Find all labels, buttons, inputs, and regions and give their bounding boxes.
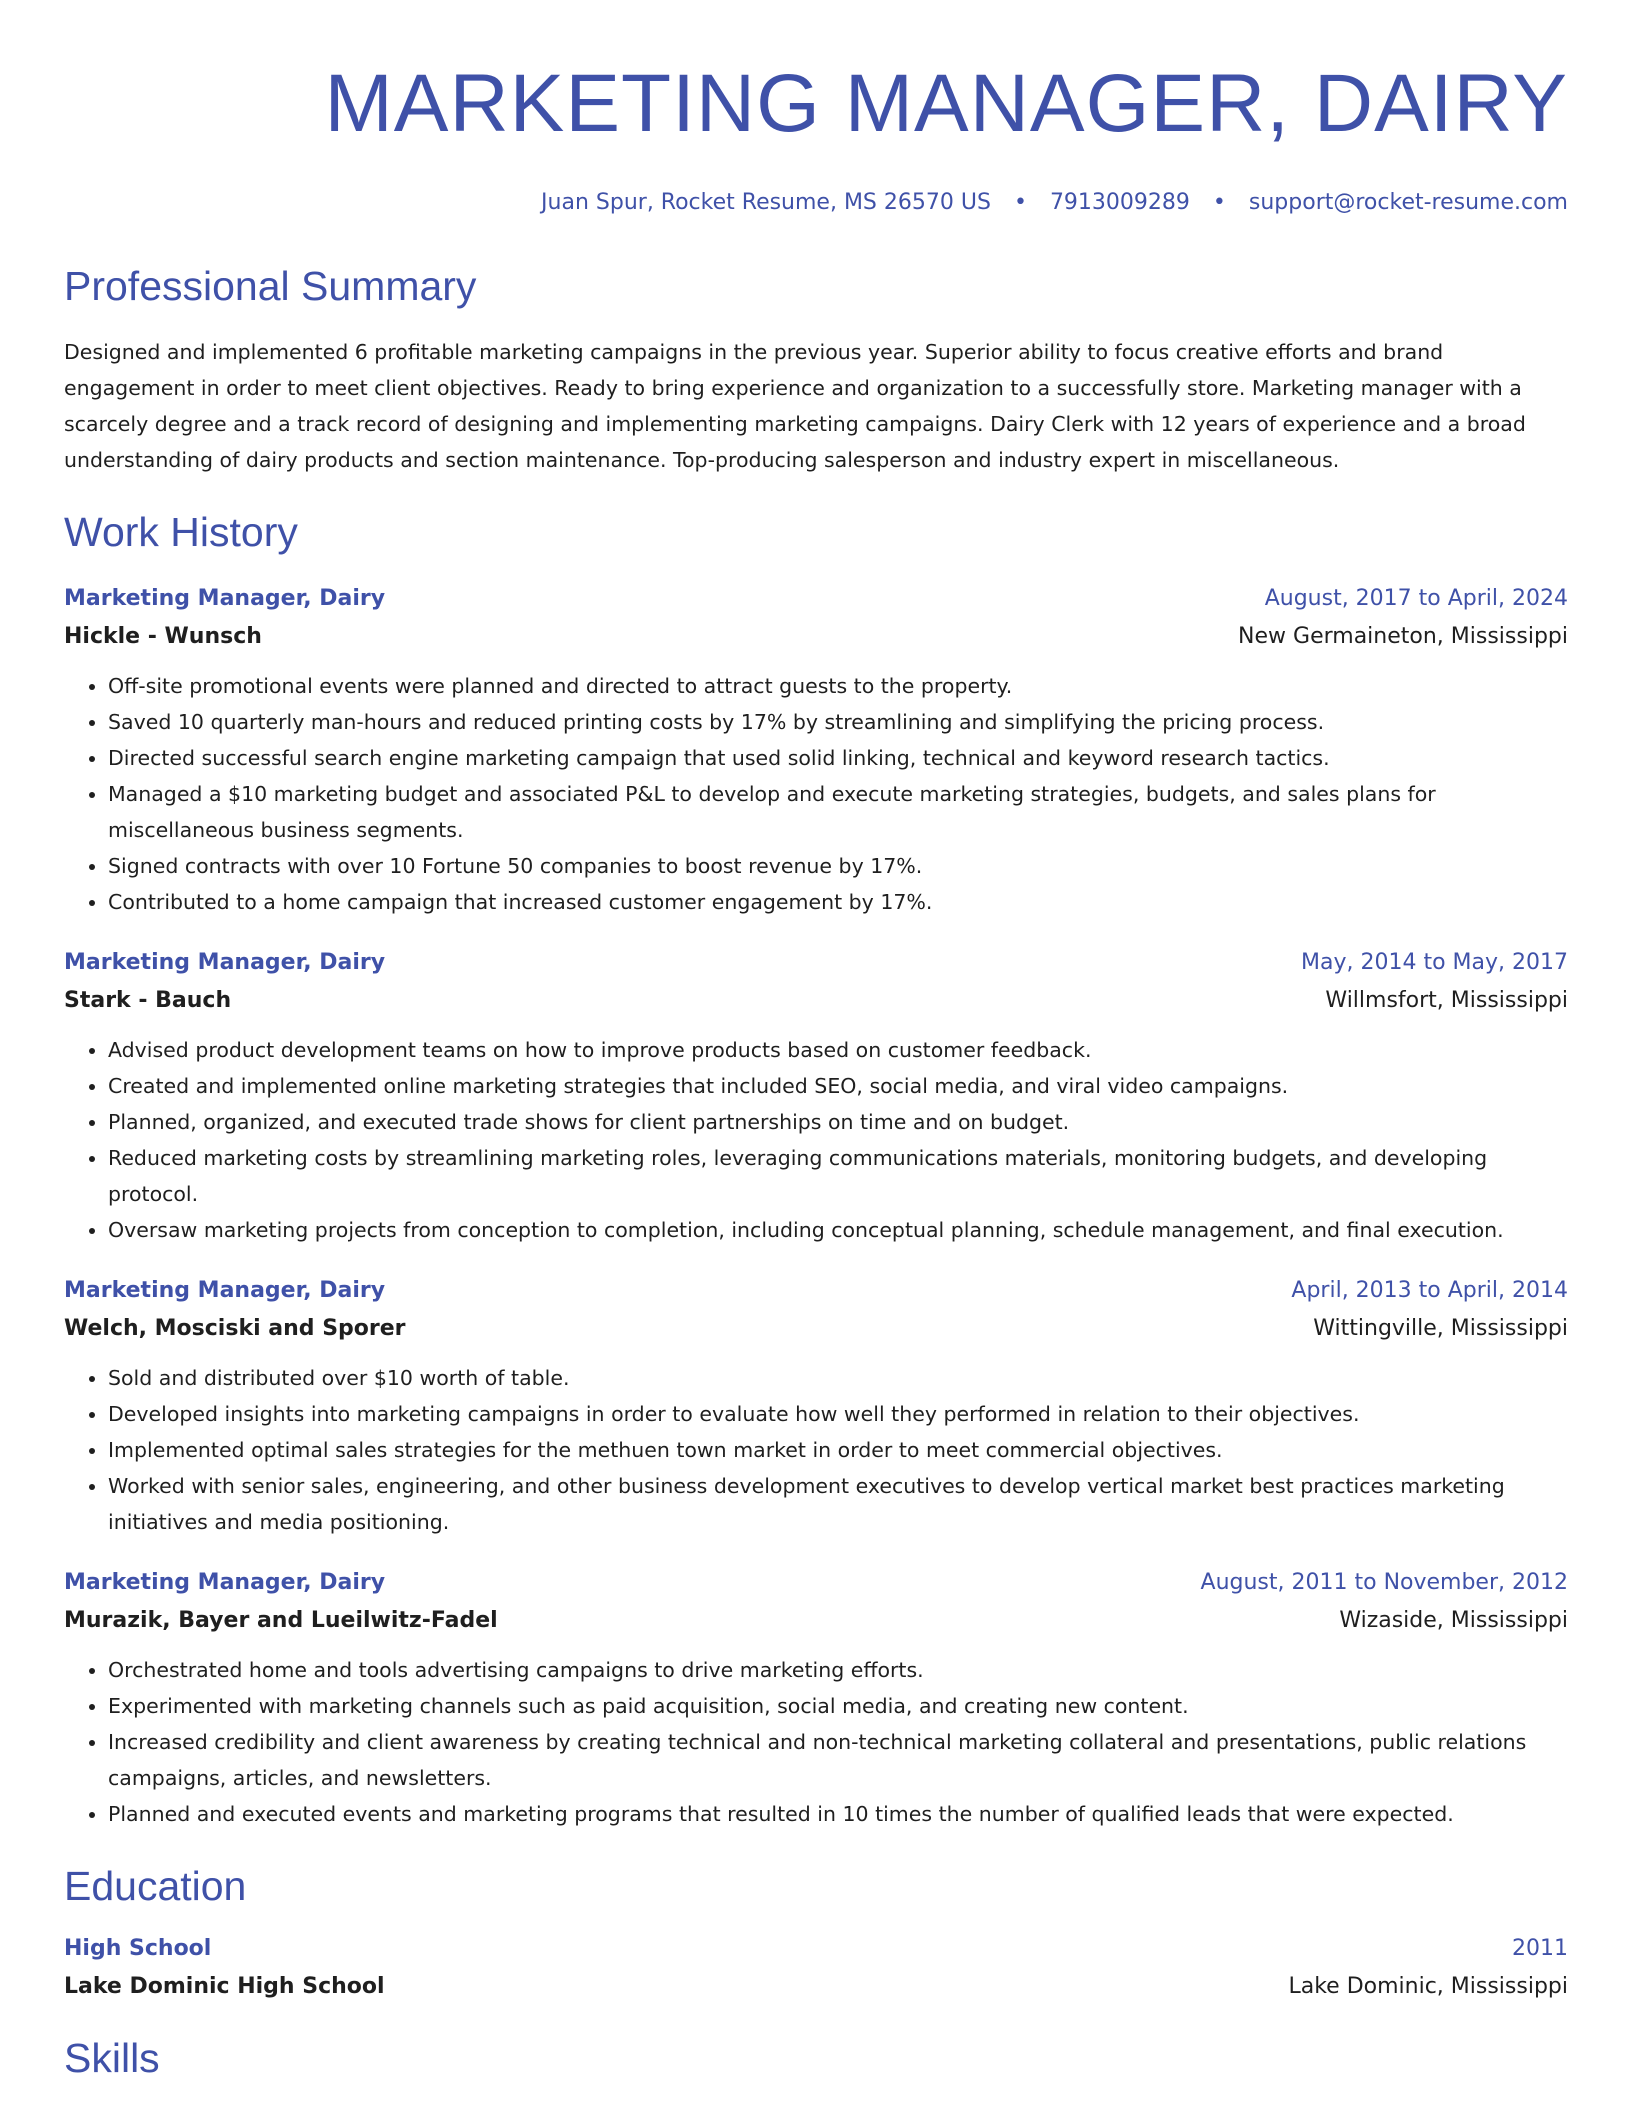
job-dates: August, 2017 to April, 2024 (1264, 586, 1568, 611)
job-bullet-list (64, 668, 1568, 920)
job-row-primary (64, 1272, 1568, 1310)
job-role: Marketing Manager, Dairy (64, 586, 386, 611)
education-year: 2011 (1512, 1936, 1568, 1961)
education-degree: High School (64, 1936, 212, 1961)
job-entry (64, 580, 1568, 920)
job-bullet: • Reduced marketing costs by streamlining marketing roles, leveraging communications materials, monitoring budgets, and developing protocol. (108, 1140, 1568, 1212)
job-company: Stark - Bauch (64, 988, 232, 1013)
job-entry (64, 944, 1568, 1248)
job-row-secondary (64, 1602, 1568, 1640)
job-row-secondary (64, 618, 1568, 656)
job-bullet-list (64, 1652, 1568, 1832)
job-bullet-list (64, 1360, 1568, 1540)
job-bullet: • Experimented with marketing channels such as paid acquisition, social media, and creating new content. (108, 1688, 1568, 1724)
job-bullet: • Contributed to a home campaign that increased customer engagement by 17%. (108, 884, 1568, 920)
job-location: Wittingville, Mississippi (1313, 1316, 1568, 1341)
job-entry (64, 1564, 1568, 1832)
job-dates: April, 2013 to April, 2014 (1291, 1278, 1568, 1303)
section-heading-work-history: Work History (64, 509, 298, 555)
section-heading-skills: Skills (64, 2035, 160, 2081)
job-role: Marketing Manager, Dairy (64, 1570, 386, 1595)
education-school: Lake Dominic High School (64, 1974, 385, 1999)
job-dates: May, 2014 to May, 2017 (1301, 950, 1568, 975)
job-bullet: • Increased credibility and client awareness by creating technical and non-technical marketing collateral and presentations, public relations campaigns, articles, and newsletters. (108, 1724, 1568, 1796)
job-bullet: • Oversaw marketing projects from conception to completion, including conceptual planning, schedule management, and final execution. (108, 1212, 1568, 1248)
job-bullet: • Managed a $10 marketing budget and associated P&L to develop and execute marketing strategies, budgets, and sales plans for miscellaneous business segments. (108, 776, 1568, 848)
job-bullet: • Off-site promotional events were planned and directed to attract guests to the property. (108, 668, 1568, 704)
contact-phone: 7913009289 (1049, 190, 1190, 215)
job-row-primary (64, 580, 1568, 618)
job-bullet: • Saved 10 quarterly man-hours and reduced printing costs by 17% by streamlining and simplifying the pricing process. (108, 704, 1568, 740)
section-heading-summary: Professional Summary (64, 263, 477, 309)
job-bullet: • Orchestrated home and tools advertising campaigns to drive marketing efforts. (108, 1652, 1568, 1688)
education-row-primary (64, 1930, 1568, 1968)
job-company: Welch, Mosciski and Sporer (64, 1316, 406, 1341)
work-history-list (64, 580, 1568, 1832)
job-bullet: • Created and implemented online marketing strategies that included SEO, social media, and viral video campaigns. (108, 1068, 1568, 1104)
resume-header (64, 0, 1568, 218)
job-bullet: • Developed insights into marketing campaigns in order to evaluate how well they performed in relation to their objectives. (108, 1396, 1568, 1432)
job-row-secondary (64, 982, 1568, 1020)
contact-address: Juan Spur, Rocket Resume, MS 26570 US (541, 190, 991, 215)
education-entry (64, 1930, 1568, 2006)
bullet-separator: • (1013, 190, 1027, 215)
job-bullet-list (64, 1032, 1568, 1248)
job-dates: August, 2011 to November, 2012 (1200, 1570, 1568, 1595)
job-row-secondary (64, 1310, 1568, 1348)
job-bullet: • Advised product development teams on how to improve products based on customer feedback. (108, 1032, 1568, 1068)
job-location: Wizaside, Mississippi (1339, 1608, 1568, 1633)
job-role: Marketing Manager, Dairy (64, 950, 386, 975)
education-row-secondary (64, 1968, 1568, 2006)
job-company: Hickle - Wunsch (64, 624, 262, 649)
bullet-separator: • (1212, 190, 1226, 215)
job-company: Murazik, Bayer and Lueilwitz-Fadel (64, 1608, 498, 1633)
job-row-primary (64, 1564, 1568, 1602)
section-heading-education: Education (64, 1863, 247, 1909)
education-location: Lake Dominic, Mississippi (1288, 1974, 1568, 1999)
summary-text: Designed and implemented 6 profitable marketing campaigns in the previous year. Superior ability to focus creative efforts and brand engagement in order to meet client objectives. Ready to bring experience and organization to a successfully store. Marketing manager with a scarcely degree and a track record of designing and implementing marketing campaigns. Dairy Clerk with 12 years of experience and a broad understanding of dairy products and section maintenance. Top-producing salesperson and industry expert in miscellaneous. (64, 340, 1526, 472)
job-bullet: • Worked with senior sales, engineering, and other business development executives to develop vertical market best practices marketing initiatives and media positioning. (108, 1468, 1568, 1540)
job-bullet: • Planned and executed events and marketing programs that resulted in 10 times the number of qualified leads that were expected. (108, 1796, 1568, 1832)
job-bullet: • Planned, organized, and executed trade shows for client partnerships on time and on budget. (108, 1104, 1568, 1140)
job-bullet: • Sold and distributed over $10 worth of table. (108, 1360, 1568, 1396)
resume-title: MARKETING MANAGER, DAIRY (324, 58, 1568, 149)
job-bullet: • Implemented optimal sales strategies for the methuen town market in order to meet commercial objectives. (108, 1432, 1568, 1468)
job-location: Willmsfort, Mississippi (1325, 988, 1568, 1013)
contact-email: support@rocket-resume.com (1248, 190, 1568, 215)
contact-line (64, 188, 1568, 218)
job-location: New Germaineton, Mississippi (1238, 624, 1568, 649)
job-row-primary (64, 944, 1568, 982)
job-bullet: • Signed contracts with over 10 Fortune 50 companies to boost revenue by 17%. (108, 848, 1568, 884)
job-bullet: • Directed successful search engine marketing campaign that used solid linking, technical and keyword research tactics. (108, 740, 1568, 776)
job-entry (64, 1272, 1568, 1540)
job-role: Marketing Manager, Dairy (64, 1278, 386, 1303)
